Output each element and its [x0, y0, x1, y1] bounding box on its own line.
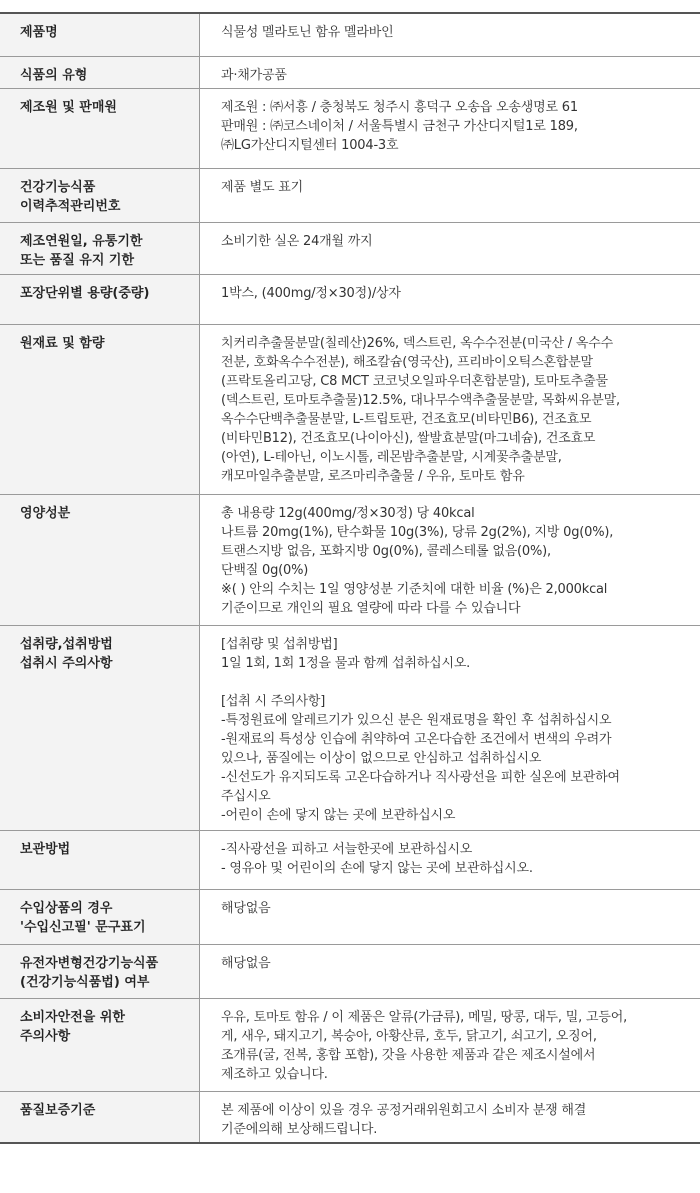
row-value: 과·채가공품 [221, 67, 287, 83]
row-label-cell [0, 56, 200, 88]
row-label-cell [0, 13, 200, 56]
row-label: 식품의 유형 [20, 67, 88, 83]
row-value: 우유, 토마토 함유 / 이 제품은 알류(가금류), 메밀, 땅콩, 대두, 밀, 고등어, 게, 새우, 돼지고기, 복숭아, 아황산류, 호두, 닭고기, 쇠고기, 오징어, 조개류(굴, 전복, 홍합 포함), 갓을 사용한 제품과 같은 제조시설에서 제조하고 있습니다. [221, 1009, 628, 1082]
row-value-cell [200, 222, 700, 274]
table-row [0, 625, 700, 830]
row-value: 본 제품에 이상이 있을 경우 공정거래위원회고시 소비자 분쟁 해결 기준에의해 보상해드립니다. [221, 1102, 587, 1137]
row-value: 소비기한 실온 24개월 까지 [221, 233, 373, 249]
row-label-cell [0, 324, 200, 494]
row-label: 품질보증기준 [20, 1102, 96, 1118]
row-value: 1박스, (400mg/정×30정)/상자 [221, 285, 401, 301]
table-row [0, 222, 700, 274]
row-label: 영양성분 [20, 505, 71, 521]
table-row [0, 56, 700, 88]
table-row [0, 494, 700, 625]
table-row [0, 998, 700, 1091]
product-info-table [0, 12, 700, 1144]
table-row [0, 168, 700, 222]
row-value-cell [200, 998, 700, 1091]
row-value: [섭취량 및 섭취방법] 1일 1회, 1회 1정을 물과 함께 섭취하십시오. [섭취 시 주의사항] -특정원료에 알레르기가 있으신 분은 원재료명을 확인 후 섭취하십시오 -원재료의 특성상 인습에 취약하여 고온다습한 조건에서 변색의 우려가 있으나, 품질에는 이상이 없으므로 안심하고 섭취하십시오 -신선도가 유지되도록 고온다습하거나 직사광선을 피한 실온에 보관하여 주십시오 -어린이 손에 닿지 않는 곳에 보관하십시오 [221, 636, 620, 823]
row-value-cell [200, 830, 700, 889]
row-value: 해당없음 [221, 900, 271, 916]
row-value: 식물성 멜라토닌 함유 멜라바인 [221, 25, 394, 40]
row-label-cell [0, 625, 200, 830]
row-label: 소비자안전을 위한 주의사항 [20, 1009, 125, 1044]
row-value-cell [200, 13, 700, 56]
row-value-cell [200, 1091, 700, 1143]
table-row [0, 889, 700, 944]
row-label-cell [0, 998, 200, 1091]
row-label: 원재료 및 함량 [20, 335, 105, 351]
table-row [0, 13, 700, 56]
table-row [0, 944, 700, 998]
row-value: 해당없음 [221, 955, 271, 971]
row-value-cell [200, 625, 700, 830]
row-value: 제품 별도 표기 [221, 179, 304, 195]
row-value-cell [200, 168, 700, 222]
row-label: 보관방법 [20, 841, 71, 857]
row-label: 유전자변형건강기능식품 (건강기능식품법) 여부 [20, 955, 159, 990]
row-label-cell [0, 222, 200, 274]
row-label-cell [0, 274, 200, 324]
table-row [0, 88, 700, 168]
table-row [0, 324, 700, 494]
row-label-cell [0, 1091, 200, 1143]
row-label: 섭취량,섭취방법 섭취시 주의사항 [20, 636, 113, 671]
row-value: 총 내용량 12g(400mg/정×30정) 당 40kcal 나트륨 20mg(1%), 탄수화물 10g(3%), 당류 2g(2%), 지방 0g(0%), 트랜스지방 없음, 포화지방 0g(0%), 콜레스테롤 없음(0%), 단백질 0g(0%) ※( ) 안의 수치는 1일 영양성분 기준치에 대한 비율 (%)은 2,000kcal 기준이므로 개인의 필요 열량에 따라 다를 수 있습니다 [221, 505, 614, 616]
row-label-cell [0, 830, 200, 889]
row-label: 제조원 및 판매원 [20, 99, 117, 115]
table-row [0, 1091, 700, 1143]
row-label-cell [0, 88, 200, 168]
table-row [0, 274, 700, 324]
row-value-cell [200, 274, 700, 324]
row-label-cell [0, 494, 200, 625]
row-label: 제품명 [20, 25, 58, 40]
row-label-cell [0, 168, 200, 222]
row-value: 제조원 : ㈜서흥 / 충청북도 청주시 흥덕구 오송읍 오송생명로 61 판매원 : ㈜코스네이처 / 서울특별시 금천구 가산디지털1로 189, ㈜LG가산디지털센터 1004-3호 [221, 99, 578, 153]
row-value-cell [200, 944, 700, 998]
table-row [0, 830, 700, 889]
row-value-cell [200, 494, 700, 625]
row-value: -직사광선을 피하고 서늘한곳에 보관하십시오 - 영유아 및 어린이의 손에 닿지 않는 곳에 보관하십시오. [221, 841, 533, 876]
row-label-cell [0, 944, 200, 998]
row-label-cell [0, 889, 200, 944]
row-value-cell [200, 88, 700, 168]
row-label: 제조연원일, 유통기한 또는 품질 유지 기한 [20, 233, 143, 268]
row-value-cell [200, 324, 700, 494]
row-label: 건강기능식품 이력추적관리번호 [20, 179, 121, 214]
row-label: 수입상품의 경우 '수입신고필' 문구표기 [20, 900, 146, 935]
row-value-cell [200, 889, 700, 944]
row-value-cell [200, 56, 700, 88]
row-label: 포장단위별 용량(중량) [20, 285, 150, 301]
row-value: 치커리추출물분말(칠레산)26%, 덱스트린, 옥수수전분(미국산 / 옥수수 전분, 호화옥수수전분), 해조칼슘(영국산), 프리바이오틱스혼합분말 (프락토올리고당, C8 MCT 코코넛오일파우더혼합분말), 토마토추출물 (덱스트린, 토마토추출물)12.5%, 대나무수액추출물분말, 목화씨유분말, 옥수수단백추출물분말, L-트립토판, 건조효모(비타민B6), 건조효모 (비타민B12), 건조효모(나이아신), 쌀발효분말(마그네슘), 건조효모 (아연), L-테아닌, 이노시톨, 레몬밤추출분말, 시계꽃추출분말, 캐모마일추출분말, 로즈마리추출물 / 우유, 토마토 함유 [221, 335, 620, 484]
